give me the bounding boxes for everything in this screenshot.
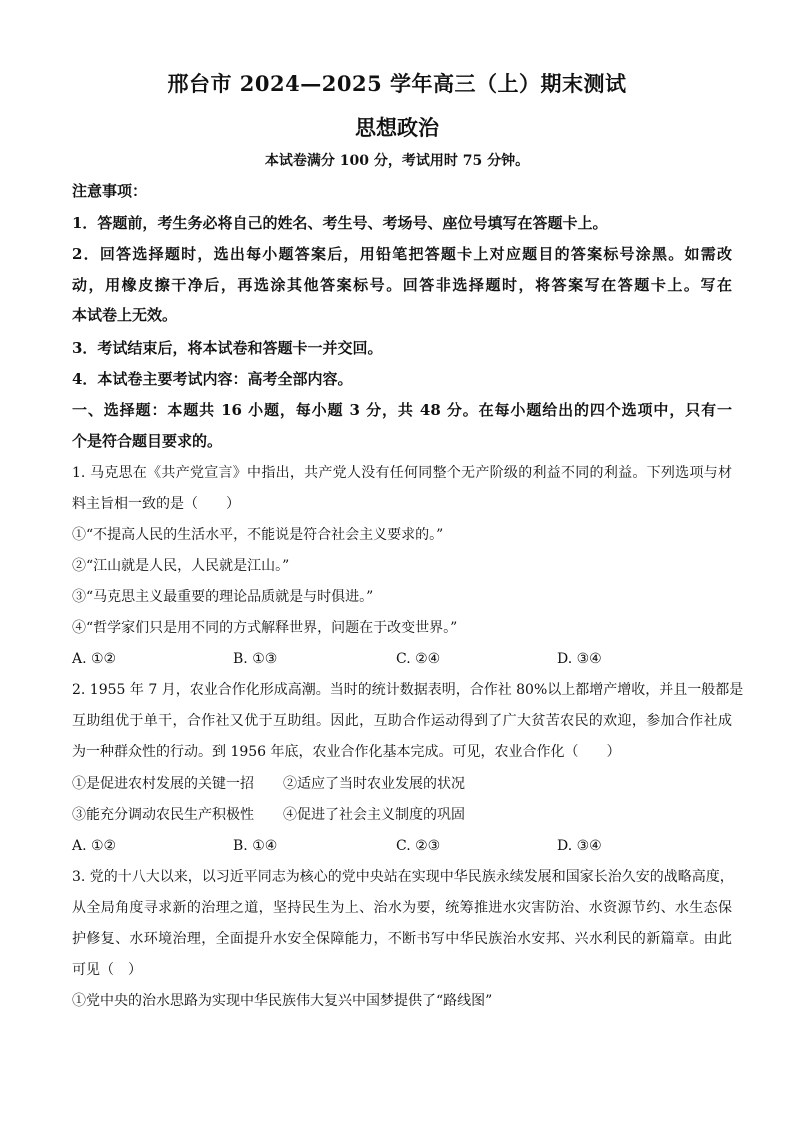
q2-statement-2: ②适应了当时农业发展的状况	[283, 776, 465, 792]
q2-option-c: C. ②③	[396, 838, 441, 854]
notice-item-2-line-1: 2．回答选择题时，选出每小题答案后，用铅笔把答题卡上对应题目的答案标号涂黑。如需改	[72, 245, 732, 263]
section-heading-line-1: 一、选择题：本题共 16 小题，每小题 3 分，共 48 分。在每小题给出的四个选项中，只有一	[72, 401, 732, 419]
section-heading-line-2: 个是符合题目要求的。	[72, 432, 223, 450]
q3-stem-line-4: 可见（ ）	[72, 962, 142, 978]
q2-stem-line-3: 为一种群众性的行动。到 1956 年底，农业合作化基本完成。可见，农业合作化（ ）	[72, 744, 621, 760]
q2-stem-line-2: 互助组优于单干，合作社又优于互助组。因此，互助合作运动得到了广大贫苦农民的欢迎，参加合作社成	[72, 713, 732, 729]
q1-option-c: C. ②④	[396, 651, 441, 667]
q2-option-d: D. ③④	[557, 838, 602, 854]
notice-item-4: 4．本试卷主要考试内容：高考全部内容。	[72, 370, 353, 388]
q1-option-d: D. ③④	[557, 651, 602, 667]
notice-heading: 注意事项：	[72, 182, 148, 200]
subject-title: 思想政治	[355, 115, 439, 140]
notice-item-2-line-2: 动，用橡皮擦干净后，再选涂其他答案标号。回答非选择题时，将答案写在答题卡上。写在	[72, 276, 732, 294]
q1-statement-4: ④“哲学家们只是用不同的方式解释世界，问题在于改变世界。”	[72, 620, 458, 636]
q2-statement-1: ①是促进农村发展的关键一招	[72, 776, 254, 792]
q3-stem-line-2: 从全局角度寻求新的治理之道，坚持民生为上、治水为要，统筹推进水灾害防治、水资源节约、水生态保	[72, 900, 732, 916]
notice-item-3: 3．考试结束后，将本试卷和答题卡一并交回。	[72, 339, 383, 357]
notice-item-1: 1．答题前，考生务必将自己的姓名、考生号、考场号、座位号填写在答题卡上。	[72, 214, 608, 232]
q1-option-a: A. ①②	[72, 651, 117, 667]
q1-statement-3: ③“马克思主义最重要的理论品质就是与时俱进。”	[72, 589, 374, 605]
q1-stem-line-1: 1. 马克思在《共产党宣言》中指出，共产党人没有任何同整个无产阶级的利益不同的利益。下列选项与材	[72, 465, 732, 481]
q3-stem-line-3: 护修复、水环境治理，全面提升水安全保障能力，不断书写中华民族治水安邦、兴水利民的新篇章。由此	[72, 931, 732, 947]
q1-statement-1: ①“不提高人民的生活水平，不能说是符合社会主义要求的。”	[72, 527, 444, 543]
exam-info: 本试卷满分 100 分，考试用时 75 分钟。	[264, 153, 530, 169]
q2-option-b: B. ①④	[233, 838, 278, 854]
q1-statement-2: ②“江山就是人民，人民就是江山。”	[72, 558, 290, 574]
q3-statement-1: ①党中央的治水思路为实现中华民族伟大复兴中国梦提供了“路线图”	[72, 993, 493, 1009]
q2-option-a: A. ①②	[72, 838, 117, 854]
q2-stem-line-1: 2. 1955 年 7 月，农业合作化形成高潮。当时的统计数据表明，合作社 80%以上都增产增收，并且一般都是	[72, 682, 744, 698]
q1-option-b: B. ①③	[233, 651, 278, 667]
q2-statement-3: ③能充分调动农民生产积极性	[72, 807, 254, 823]
q2-statement-4: ④促进了社会主义制度的巩固	[283, 807, 465, 823]
exam-title: 邢台市 2024—2025 学年高三（上）期末测试	[167, 71, 627, 96]
notice-item-2-line-3: 本试卷上无效。	[72, 306, 178, 324]
q3-stem-line-1: 3. 党的十八大以来，以习近平同志为核心的党中央站在实现中华民族永续发展和国家长治久安的战略高度，	[72, 869, 734, 885]
q1-stem-line-2: 料主旨相一致的是（ ）	[72, 496, 240, 512]
